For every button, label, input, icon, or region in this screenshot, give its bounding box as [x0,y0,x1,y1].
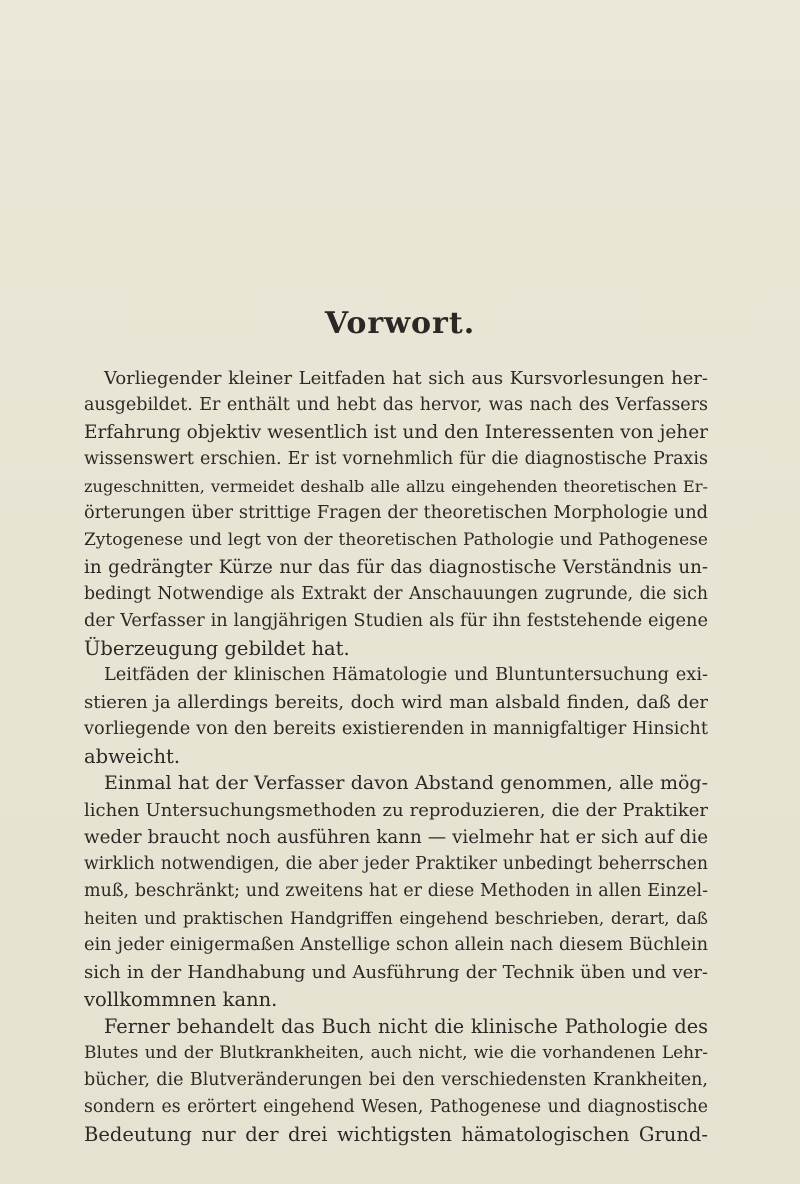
text-line: örterungen über strittige Fragen der theoretischen Morphologie und [84,503,708,523]
text-line: Ferner behandelt das Buch nicht die klinische Pathologie des [104,1015,708,1038]
text-line: vorliegende von den bereits existierenden in mannigfaltiger Hinsicht [84,719,708,739]
text-line: zugeschnitten, vermeidet deshalb alle allzu eingehenden theoretischen Er- [84,477,708,496]
text-line: der Verfasser in langjährigen Studien als für ihn feststehende eigene [84,611,708,631]
text-line: Bedeutung nur der drei wichtigsten hämatologischen Grund- [84,1123,708,1146]
text-line: wirklich notwendigen, die aber jeder Praktiker unbedingt beherrschen [84,854,708,874]
text-line: in gedrängter Kürze nur das für das diagnostische Verständnis un- [84,557,708,578]
text-line: muß, beschränkt; und zweitens hat er diese Methoden in allen Einzel- [84,881,708,901]
page-title: Vorwort. [324,306,476,341]
text-line: Blutes und der Blutkrankheiten, auch nicht, wie die vorhandenen Lehr- [84,1043,708,1063]
text-line: heiten und praktischen Handgriffen eingehend beschrieben, derart, daß [84,908,708,928]
text-line: wissenswert erschien. Er ist vornehmlich für die diagnostische Praxis [84,449,708,469]
text-line: abweicht. [84,745,181,768]
text-line: stieren ja allerdings bereits, doch wird man alsbald finden, daß der [84,692,708,713]
text-line: ausgebildet. Er enthält und hebt das hervor, was nach des Verfassers [84,395,708,415]
text-line: Überzeugung gebildet hat. [84,637,350,660]
text-line: Vorliegender kleiner Leitfaden hat sich aus Kursvorlesungen her- [104,368,708,389]
text-line: lichen Untersuchungsmethoden zu reproduzieren, die der Praktiker [84,800,708,821]
text-line: Leitfäden der klinischen Hämatologie und Bluntuntersuchung exi- [104,665,708,685]
text-line: sondern es erörtert eingehend Wesen, Pathogenese und diagnostische [84,1097,708,1117]
text-line: ein jeder einigermaßen Anstellige schon allein nach diesem Büchlein [84,935,708,955]
text-line: Erfahrung objektiv wesentlich ist und den Interessenten von jeher [84,422,708,443]
text-line: Zytogenese und legt von der theoretischen Pathologie und Pathogenese [84,530,708,550]
text-line: bedingt Notwendige als Extrakt der Anschauungen zugrunde, die sich [84,584,708,604]
text-line: Einmal hat der Verfasser davon Abstand genommen, alle mög- [104,772,708,794]
text-line: vollkommnen kann. [84,988,278,1011]
text-line: sich in der Handhabung und Ausführung der Technik üben und ver- [84,962,708,983]
text-line: weder braucht noch ausführen kann — vielmehr hat er sich auf die [84,827,708,848]
text-line: bücher, die Blutveränderungen bei den verschiedensten Krankheiten, [84,1070,708,1090]
